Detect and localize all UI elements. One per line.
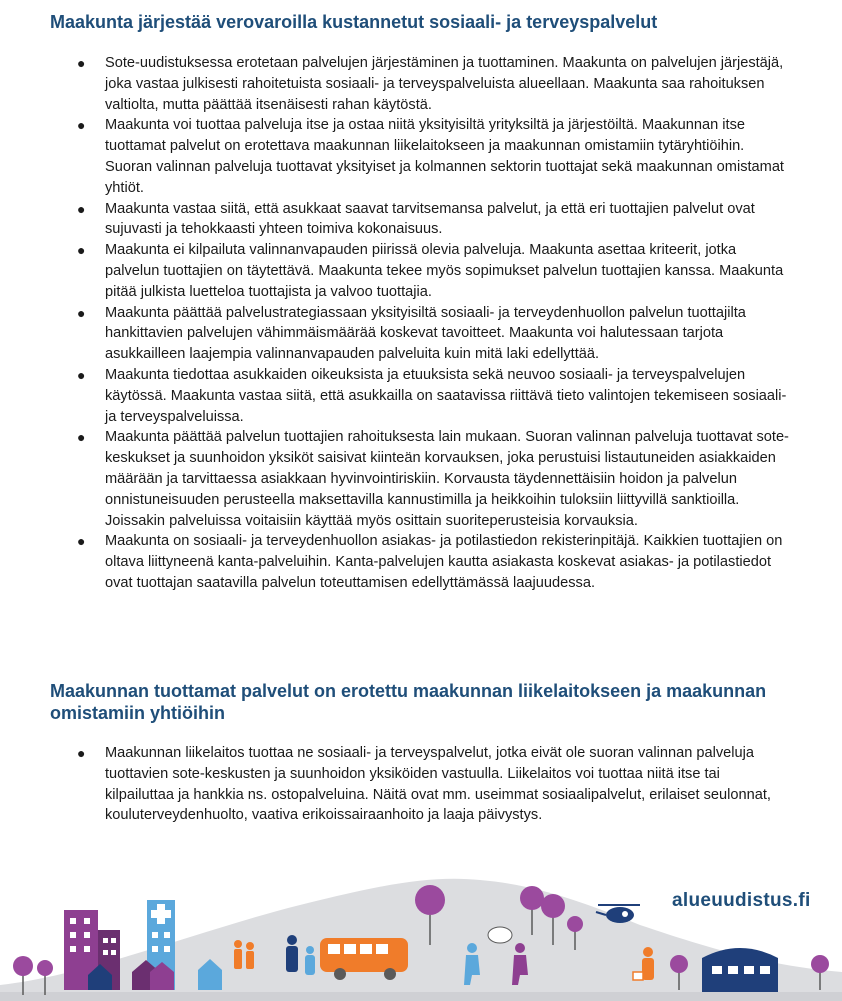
list-item-text: Maakunnan liikelaitos tuottaa ne sosiaali- ja terveyspalvelut, jotka eivät ole suoran valinnan palveluja tuottavien sote-keskusten ja suunhoidon yksiköiden vastuulla. Liikelaitos voi tuottaa niitä itse tai kilpailuttaa ja hankkia ns. ostopalveluina. Näitä ovat mm. useimmat sosiaalipalvelut, erilaiset seulonnat, kouluterveydenhuolto, vaativa erikoissairaanhoito ja laaja päivystys. — [105, 745, 771, 824]
speech-bubble-icon — [488, 927, 512, 943]
list-item — [77, 531, 790, 593]
bullet-icon: ● — [77, 55, 86, 71]
section-1-bullet-list — [77, 53, 790, 594]
list-item-text: Maakunta on sosiaali- ja terveydenhuollon asiakas- ja potilastiedon rekisterinpitäjä. Kaikkien tuottajien on oltava liittyneenä kanta-palveluihin. Kanta-palvelujen kautta asiakasta koskevat asiakas- ja potilastiedot ovat tuottajan saatavilla palvelun toteuttamisen edellyttämässä laajuudessa. — [105, 533, 783, 591]
footer-illustration — [0, 855, 842, 1001]
bullet-icon: ● — [77, 200, 86, 217]
list-item — [77, 199, 790, 241]
bullet-icon: ● — [77, 745, 86, 761]
list-item — [77, 743, 790, 826]
list-item — [77, 365, 790, 427]
ground-line — [0, 992, 842, 1001]
list-item-text: Maakunta voi tuottaa palveluja itse ja ostaa niitä yksityisiltä yrityksiltä ja järjestöiltä. Maakunnan itse tuottamat palvelut on erotettava maakunnan liikelaitokseen ja maakunnan omistamiin tytäryhtiöihin. Suoran valinnan palveluja tuottavat yksityiset ja kolmannen sektorin tuottajat sekä maakunnan omistamat yhtiöt. — [105, 117, 784, 196]
section-2-bullet-list — [77, 743, 790, 826]
bullet-icon: ● — [77, 117, 86, 134]
bullet-icon: ● — [77, 366, 86, 383]
bullet-icon: ● — [77, 304, 86, 321]
section-2-heading: Maakunnan tuottamat palvelut on erotettu maakunnan liikelaitokseen ja maakunnan omistamiin yhtiöihin — [50, 681, 767, 723]
site-link[interactable]: alueuudistus.fi — [672, 890, 811, 911]
bullet-icon: ● — [77, 533, 86, 550]
list-item-text: Maakunta päättää palvelun tuottajien rahoituksesta lain mukaan. Suoran valinnan palveluja tuottavat sote-keskukset ja suunhoidon yksiköt saisivat kiinteän korvauksen, joka perustuisi listautuneiden asiakkaiden määrään ja tarvittaessa asiakkaan hyvinvointiriskiin. Korvausta täydennettäisiin hoidon ja palvelun onnistuneisuuden perusteella maksettavilla kannustimilla ja heikkoihin tuloksiin liittyvillä sanktioilla. Joissakin palveluissa voitaisiin käyttää myös osittain suoriteperusteisia korvauksia. — [105, 429, 789, 529]
list-item-text: Sote-uudistuksessa erotetaan palvelujen järjestäminen ja tuottaminen. Maakunta on palvelujen järjestäjä, joka vastaa julkisesti rahoitetuista sosiaali- ja terveyspalveluista alueellaan. Maakunta saa rahoituksen valtiolta, mutta päättää itsenäisesti rahan käytöstä. — [105, 55, 784, 113]
bullet-icon: ● — [77, 242, 86, 259]
list-item — [77, 53, 790, 115]
list-item-text: Maakunta tiedottaa asukkaiden oikeuksista ja etuuksista sekä neuvoo sosiaali- ja terveyspalvelujen käytössä. Maakunta vastaa siitä, että asukkailla on saatavissa riittävä tieto valintojen tekemiseen sosiaali- ja terveyspalveluissa. — [105, 366, 787, 425]
list-item — [77, 427, 790, 531]
list-item-text: Maakunta vastaa siitä, että asukkaat saavat tarvitsemansa palvelut, ja että eri tuottajien palvelut ovat sujuvasti ja tehokkaasti yhteen toimiva kokonaisuus. — [105, 200, 755, 238]
bullet-icon: ● — [77, 429, 86, 446]
list-item-text: Maakunta ei kilpailuta valinnanvapauden piirissä olevia palveluja. Maakunta asettaa kriteerit, jotka palvelun tuottajien on täytettävä. Maakunta tekee myös sopimukset palvelun tuottajien kanssa. Maakunta pitää julkista luetteloa tuottajista ja valvoo tuottajia. — [105, 242, 784, 300]
section-1-heading: Maakunta järjestää verovaroilla kustannetut sosiaali- ja terveyspalvelut — [50, 12, 658, 32]
list-item — [77, 240, 790, 302]
building-icon — [702, 948, 778, 992]
list-item — [77, 115, 790, 198]
list-item — [77, 303, 790, 365]
list-item-text: Maakunta päättää palvelustrategiassaan yksityisiltä sosiaali- ja terveydenhuollon palvelun tuottajilta hankittavien palvelujen vähimmäismäärää koskevat tavoitteet. Maakunta voi halutessaan tarjota asukkailleen laajempia valinnanvapauden palveluita kuin mitä laki edellyttää. — [105, 304, 746, 363]
